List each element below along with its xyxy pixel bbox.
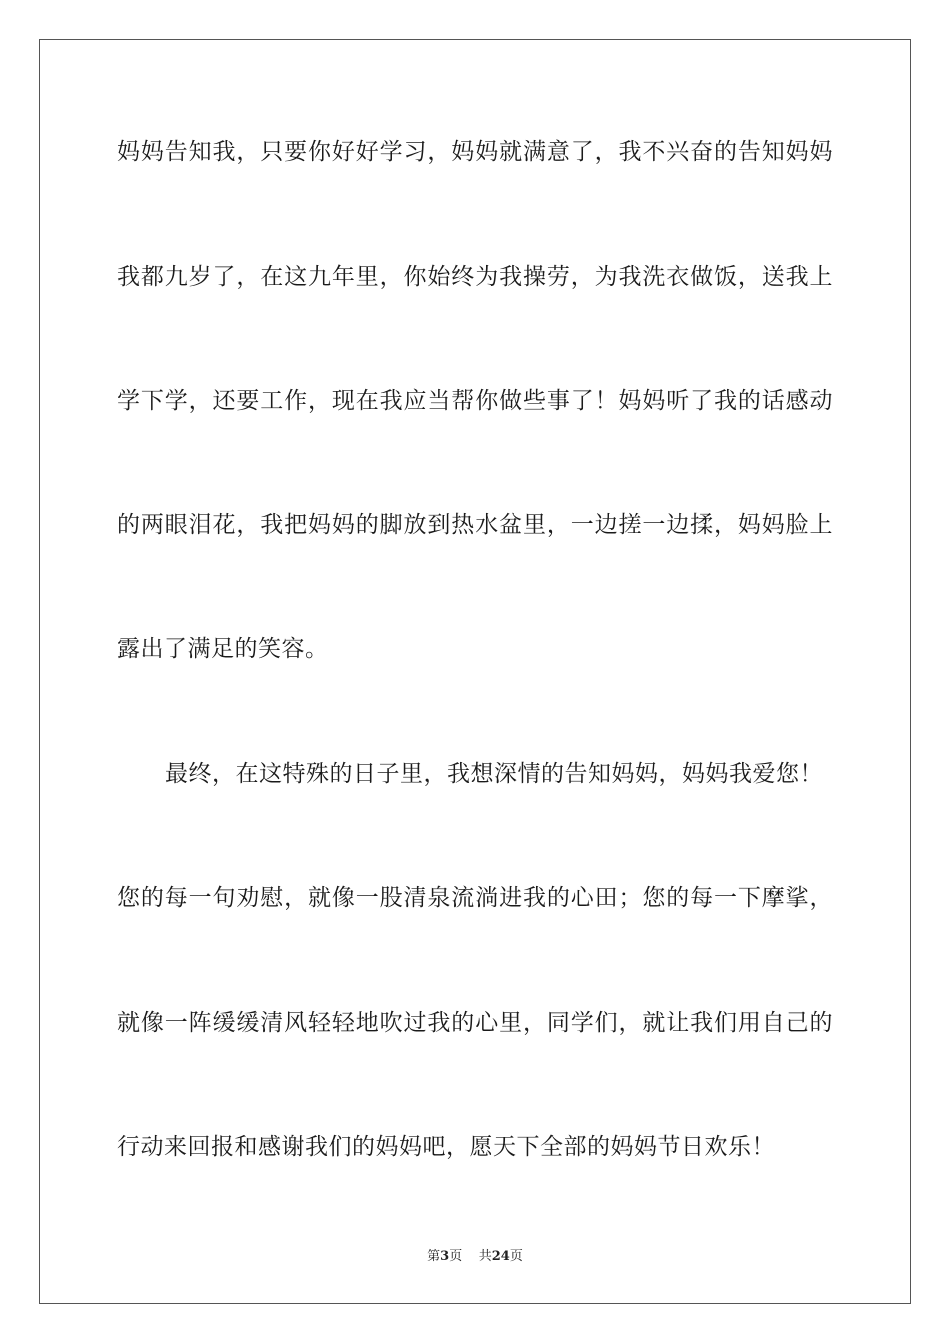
total-prefix: 共 [478, 1249, 492, 1264]
body-text-line-3: 学下学，还要工作，现在我应当帮你做些事了！妈妈听了我的话感动 [117, 388, 833, 414]
page-frame [39, 39, 911, 1304]
page-number: 3 [440, 1249, 450, 1264]
total-pages: 24 [491, 1249, 510, 1264]
page-suffix: 页 [449, 1249, 463, 1264]
body-text-line-9: 行动来回报和感谢我们的妈妈吧，愿天下全部的妈妈节日欢乐！ [117, 1134, 775, 1160]
page-prefix: 第 [427, 1249, 441, 1264]
body-text-line-7: 您的每一句劝慰，就像一股清泉流淌进我的心田；您的每一下摩挲， [117, 885, 833, 911]
body-text-line-8: 就像一阵缓缓清风轻轻地吹过我的心里，同学们，就让我们用自己的 [117, 1010, 833, 1036]
body-text-line-5: 露出了满足的笑容。 [117, 636, 329, 662]
total-suffix: 页 [509, 1249, 523, 1264]
body-text-line-4: 的两眼泪花，我把妈妈的脚放到热水盆里，一边搓一边揉，妈妈脸上 [117, 512, 833, 538]
body-text-line-2: 我都九岁了，在这九年里，你始终为我操劳，为我洗衣做饭，送我上 [117, 264, 833, 290]
body-text-line-6: 最终，在这特殊的日子里，我想深情的告知妈妈，妈妈我爱您！ [165, 761, 823, 787]
body-text-line-1: 妈妈告知我，只要你好好学习，妈妈就满意了，我不兴奋的告知妈妈 [117, 139, 833, 165]
page-footer [0, 1248, 950, 1266]
